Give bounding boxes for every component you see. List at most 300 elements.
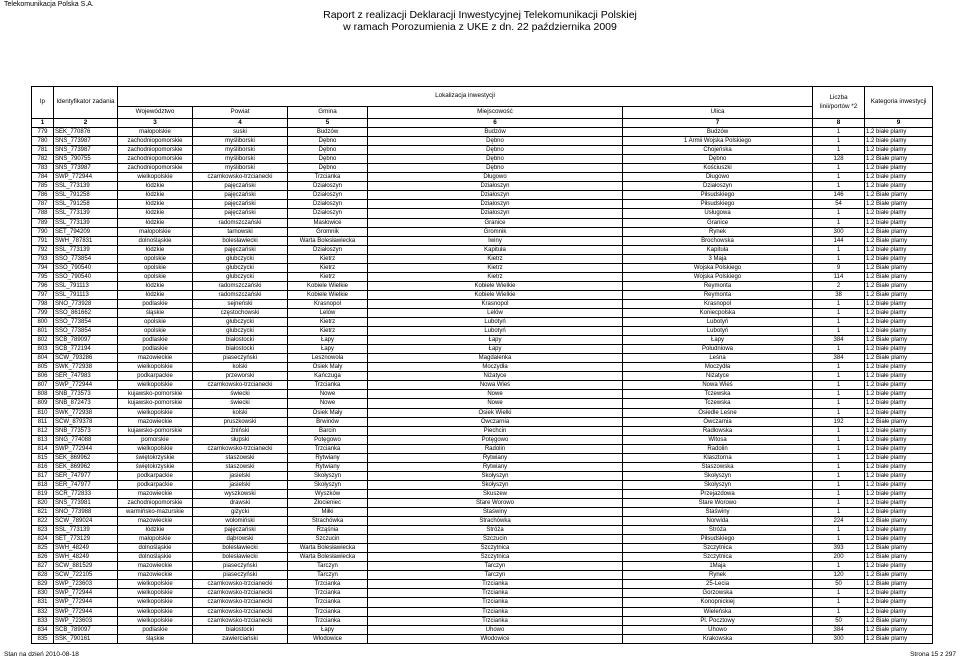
cell-gmina: Rytwiany	[288, 462, 368, 471]
cell-lp: 831	[32, 598, 54, 607]
cell-id: SSL_791113	[54, 290, 118, 299]
table-row	[32, 607, 933, 616]
cell-id: SET_773129	[54, 535, 118, 544]
table-row	[32, 372, 933, 381]
cell-miejscowosc: Stróża	[368, 526, 623, 535]
cell-liczba: 1	[813, 562, 865, 571]
cell-lp: 788	[32, 209, 54, 218]
cell-gmina: Rząśnia	[288, 526, 368, 535]
table-row	[32, 535, 933, 544]
cell-miejscowosc: Szczucin	[368, 535, 623, 544]
cell-miejscowosc: Nowe	[368, 390, 623, 399]
cell-gmina: Kobiele Wielkie	[288, 290, 368, 299]
cell-powiat: piaseczyński	[193, 562, 288, 571]
cell-ulica: Tczewska	[623, 390, 813, 399]
cell-ulica: Kościuszki	[623, 164, 813, 173]
table-row	[32, 508, 933, 517]
cell-id: SWH_48249	[54, 544, 118, 553]
cell-miejscowosc: Moczydła	[368, 363, 623, 372]
cell-ulica: Stare Worowo	[623, 498, 813, 507]
cell-id: SEK_770876	[54, 128, 118, 137]
table-row	[32, 489, 933, 498]
cell-lp: 782	[32, 155, 54, 164]
cell-wojewodztwo: śląskie	[118, 634, 193, 643]
cell-powiat: białostocki	[193, 336, 288, 345]
cell-liczba: 1	[813, 435, 865, 444]
cell-ulica: 1 Armii Wojska Polskiego	[623, 137, 813, 146]
cell-ulica: 3 Maja	[623, 254, 813, 263]
cell-liczba: 1	[813, 182, 865, 191]
cell-miejscowosc: Iwiny	[368, 236, 623, 245]
table-row	[32, 218, 933, 227]
cell-ulica: Stróża	[623, 526, 813, 535]
cell-liczba: 1	[813, 345, 865, 354]
cell-ulica: Skołyszyn	[623, 480, 813, 489]
cell-powiat: radomszczański	[193, 290, 288, 299]
cell-wojewodztwo: podkarpackie	[118, 471, 193, 480]
cell-gmina: Nowe	[288, 390, 368, 399]
cell-ulica: Klasztorna	[623, 453, 813, 462]
header-miejscowosc: Miejscowość	[368, 107, 623, 119]
cell-id: SSO_773854	[54, 327, 118, 336]
cell-powiat: radomszczański	[193, 218, 288, 227]
cell-id: SCW_789024	[54, 517, 118, 526]
table-row	[32, 399, 933, 408]
cell-gmina: Barcin	[288, 426, 368, 435]
cell-lp: 784	[32, 173, 54, 182]
cell-id: SWP_772944	[54, 598, 118, 607]
cell-lp: 822	[32, 517, 54, 526]
cell-kategoria: 1.2 białe plamy	[865, 173, 933, 182]
cell-id: SSK_790161	[54, 634, 118, 643]
col-number: 5	[288, 119, 368, 128]
header-lp: lp	[32, 87, 54, 119]
cell-miejscowosc: Działoszyn	[368, 209, 623, 218]
table-row	[32, 444, 933, 453]
cell-wojewodztwo: wielkopolskie	[118, 444, 193, 453]
cell-wojewodztwo: warmińsko-mazurskie	[118, 508, 193, 517]
cell-id: SWP_772944	[54, 607, 118, 616]
table-row	[32, 453, 933, 462]
cell-liczba: 1	[813, 589, 865, 598]
cell-id: SCR_772833	[54, 489, 118, 498]
cell-wojewodztwo: mazowieckie	[118, 562, 193, 571]
cell-gmina: Kietrz	[288, 272, 368, 281]
table-row	[32, 363, 933, 372]
cell-gmina: Gromnik	[288, 227, 368, 236]
cell-gmina: Lelów	[288, 308, 368, 317]
col-number: 2	[54, 119, 118, 128]
cell-ulica: Pl. Pocztowy	[623, 616, 813, 625]
cell-wojewodztwo: wielkopolskie	[118, 598, 193, 607]
cell-id: SEK_869962	[54, 453, 118, 462]
cell-gmina: Nowe	[288, 399, 368, 408]
cell-kategoria: 1.2 Białe plamy	[865, 354, 933, 363]
header-powiat: Powiat	[193, 107, 288, 119]
cell-wojewodztwo: kujawsko-pomorskie	[118, 390, 193, 399]
cell-kategoria: 1.2 białe plamy	[865, 426, 933, 435]
cell-lp: 830	[32, 589, 54, 598]
cell-miejscowosc: Piechcin	[368, 426, 623, 435]
cell-powiat: głubczycki	[193, 254, 288, 263]
cell-id: SNS_790755	[54, 155, 118, 164]
cell-id: SSL_773139	[54, 218, 118, 227]
cell-wojewodztwo: małopolskie	[118, 128, 193, 137]
cell-ulica: Krakowska	[623, 634, 813, 643]
cell-liczba: 1	[813, 607, 865, 616]
table-row	[32, 272, 933, 281]
cell-kategoria: 1.2 białe plamy	[865, 598, 933, 607]
cell-kategoria: 1.2 białe plamy	[865, 508, 933, 517]
cell-powiat: czarnkowsko-trzcianecki	[193, 173, 288, 182]
cell-kategoria: 1.2 Białe plamy	[865, 263, 933, 272]
table-row	[32, 299, 933, 308]
cell-miejscowosc: Rytwiany	[368, 453, 623, 462]
cell-ulica: Gorzowska	[623, 589, 813, 598]
cell-kategoria: 1.2 białe plamy	[865, 535, 933, 544]
cell-powiat: białostocki	[193, 625, 288, 634]
cell-miejscowosc: Owczarnia	[368, 417, 623, 426]
cell-miejscowosc: Włodowice	[368, 634, 623, 643]
table-row	[32, 263, 933, 272]
cell-liczba: 1	[813, 399, 865, 408]
cell-ulica: Łapy	[623, 336, 813, 345]
cell-id: SWP_723603	[54, 616, 118, 625]
cell-gmina: Złocieniec	[288, 498, 368, 507]
cell-lp: 795	[32, 272, 54, 281]
cell-kategoria: 1.2 Białe plamy	[865, 191, 933, 200]
cell-gmina: Osiek Mały	[288, 408, 368, 417]
cell-lp: 816	[32, 462, 54, 471]
cell-powiat: czarnkowsko-trzcianecki	[193, 598, 288, 607]
cell-ulica: Leśna	[623, 354, 813, 363]
cell-miejscowosc: Nowa Wieś	[368, 381, 623, 390]
cell-powiat: pajęczański	[193, 245, 288, 254]
cell-powiat: zawierciański	[193, 634, 288, 643]
cell-kategoria: 1.2 Białe plamy	[865, 281, 933, 290]
cell-wojewodztwo: dolnośląskie	[118, 544, 193, 553]
cell-kategoria: 1.2 białe plamy	[865, 471, 933, 480]
cell-kategoria: 1.2 białe plamy	[865, 435, 933, 444]
cell-kategoria: 1.2 Białe plamy	[865, 517, 933, 526]
cell-gmina: Kietrz	[288, 318, 368, 327]
cell-ulica: Chojeńska	[623, 146, 813, 155]
cell-liczba: 1	[813, 318, 865, 327]
table-row	[32, 426, 933, 435]
cell-liczba: 393	[813, 544, 865, 553]
cell-lp: 802	[32, 336, 54, 345]
table-row	[32, 281, 933, 290]
cell-id: SWP_772944	[54, 381, 118, 390]
cell-kategoria: 1.2 Białe plamy	[865, 417, 933, 426]
cell-miejscowosc: Rytwiany	[368, 462, 623, 471]
col-number: 6	[368, 119, 623, 128]
cell-kategoria: 1.2 białe plamy	[865, 137, 933, 146]
cell-miejscowosc: Skołyszyn	[368, 480, 623, 489]
cell-miejscowosc: Łapy	[368, 336, 623, 345]
table-row	[32, 336, 933, 345]
cell-wojewodztwo: mazowieckie	[118, 417, 193, 426]
cell-miejscowosc: Działoszyn	[368, 191, 623, 200]
cell-gmina: Trzcianka	[288, 173, 368, 182]
cell-ulica: Dębno	[623, 155, 813, 164]
cell-liczba: 1	[813, 327, 865, 336]
cell-gmina: Masłowice	[288, 218, 368, 227]
header-wojewodztwo: Województwo	[118, 107, 193, 119]
cell-wojewodztwo: kujawsko-pomorskie	[118, 399, 193, 408]
cell-lp: 827	[32, 562, 54, 571]
cell-lp: 835	[32, 634, 54, 643]
cell-miejscowosc: Dębno	[368, 137, 623, 146]
cell-liczba: 120	[813, 571, 865, 580]
cell-wojewodztwo: podlaskie	[118, 299, 193, 308]
cell-lp: 815	[32, 453, 54, 462]
cell-liczba: 1	[813, 444, 865, 453]
cell-gmina: Strachówka	[288, 517, 368, 526]
cell-id: SNG_774088	[54, 435, 118, 444]
cell-miejscowosc: Tarczyn	[368, 562, 623, 571]
cell-gmina: Warta Bolesławiecka	[288, 553, 368, 562]
cell-miejscowosc: Lelów	[368, 308, 623, 317]
table-row	[32, 236, 933, 245]
cell-miejscowosc: Dębno	[368, 146, 623, 155]
cell-id: SWP_772944	[54, 589, 118, 598]
cell-lp: 780	[32, 137, 54, 146]
cell-wojewodztwo: podkarpackie	[118, 372, 193, 381]
cell-lp: 781	[32, 146, 54, 155]
cell-id: SNB_773573	[54, 390, 118, 399]
cell-lp: 798	[32, 299, 54, 308]
cell-ulica: 25-Lecia	[623, 580, 813, 589]
cell-gmina: Osiek Mały	[288, 363, 368, 372]
cell-liczba: 1	[813, 308, 865, 317]
cell-ulica: Tczewska	[623, 399, 813, 408]
cell-ulica: Rynek	[623, 571, 813, 580]
cell-id: SWH_787831	[54, 236, 118, 245]
table-row	[32, 408, 933, 417]
cell-lp: 792	[32, 245, 54, 254]
cell-wojewodztwo: łódzkie	[118, 281, 193, 290]
cell-lp: 828	[32, 571, 54, 580]
cell-wojewodztwo: łódzkie	[118, 290, 193, 299]
cell-id: SWK_772938	[54, 408, 118, 417]
cell-ulica: Radolin	[623, 444, 813, 453]
cell-wojewodztwo: opolskie	[118, 272, 193, 281]
cell-kategoria: 1.2 białe plamy	[865, 164, 933, 173]
cell-wojewodztwo: wielkopolskie	[118, 173, 193, 182]
cell-id: SET_794209	[54, 227, 118, 236]
cell-powiat: żniński	[193, 426, 288, 435]
cell-kategoria: 1.2 białe plamy	[865, 453, 933, 462]
cell-gmina: Działoszyn	[288, 200, 368, 209]
table-row	[32, 625, 933, 634]
cell-miejscowosc: Skołyszyn	[368, 471, 623, 480]
cell-ulica: Osiedle Leśne	[623, 408, 813, 417]
cell-gmina: Kietrz	[288, 327, 368, 336]
cell-powiat: pruszkowski	[193, 417, 288, 426]
cell-lp: 814	[32, 444, 54, 453]
cell-miejscowosc: Niżatyce	[368, 372, 623, 381]
cell-kategoria: 1.2 białe plamy	[865, 399, 933, 408]
cell-powiat: słupski	[193, 435, 288, 444]
cell-lp: 800	[32, 318, 54, 327]
cell-gmina: Warta Bolesławiecka	[288, 236, 368, 245]
cell-id: SSO_773854	[54, 318, 118, 327]
cell-kategoria: 1.2 białe plamy	[865, 390, 933, 399]
cell-liczba: 200	[813, 553, 865, 562]
table-row	[32, 254, 933, 263]
cell-powiat: przeworski	[193, 372, 288, 381]
cell-lp: 799	[32, 308, 54, 317]
cell-id: SSL_773139	[54, 209, 118, 218]
cell-liczba: 192	[813, 417, 865, 426]
cell-kategoria: 1.2 Białe plamy	[865, 580, 933, 589]
table-row	[32, 634, 933, 643]
cell-liczba: 128	[813, 155, 865, 164]
cell-id: SSO_790540	[54, 263, 118, 272]
cell-gmina: Krasnopol	[288, 299, 368, 308]
cell-powiat: bolesławiecki	[193, 553, 288, 562]
cell-powiat: sejneński	[193, 299, 288, 308]
cell-powiat: pajęczański	[193, 526, 288, 535]
cell-wojewodztwo: podkarpackie	[118, 480, 193, 489]
cell-lp: 779	[32, 128, 54, 137]
cell-gmina: Kietrz	[288, 263, 368, 272]
table-row	[32, 354, 933, 363]
cell-wojewodztwo: śląskie	[118, 308, 193, 317]
cell-gmina: Dębno	[288, 155, 368, 164]
table-row	[32, 462, 933, 471]
report-title	[0, 9, 960, 33]
cell-lp: 811	[32, 417, 54, 426]
cell-liczba: 9	[813, 263, 865, 272]
cell-gmina: Tarczyn	[288, 571, 368, 580]
cell-powiat: wyszkowski	[193, 489, 288, 498]
cell-liczba: 1	[813, 218, 865, 227]
cell-powiat: bolesławiecki	[193, 236, 288, 245]
cell-wojewodztwo: wielkopolskie	[118, 408, 193, 417]
cell-kategoria: 1.2 białe plamy	[865, 607, 933, 616]
cell-gmina: Tarczyn	[288, 562, 368, 571]
cell-liczba: 50	[813, 580, 865, 589]
table-row	[32, 390, 933, 399]
cell-gmina: Lesznowola	[288, 354, 368, 363]
cell-kategoria: 1.2 białe plamy	[865, 589, 933, 598]
footer-date: Stan na dzień 2010-08-18	[4, 651, 79, 658]
cell-miejscowosc: Trzcianka	[368, 580, 623, 589]
cell-wojewodztwo: opolskie	[118, 318, 193, 327]
cell-lp: 796	[32, 281, 54, 290]
cell-miejscowosc: Stare Worowo	[368, 498, 623, 507]
cell-id: SSL_791258	[54, 191, 118, 200]
cell-powiat: pajęczański	[193, 209, 288, 218]
cell-id: SWK_772938	[54, 363, 118, 372]
cell-miejscowosc: Dębno	[368, 155, 623, 164]
cell-powiat: kolski	[193, 363, 288, 372]
cell-lp: 834	[32, 625, 54, 634]
cell-wojewodztwo: zachodniopomorskie	[118, 164, 193, 173]
cell-liczba: 1	[813, 489, 865, 498]
cell-ulica: Wojska Polskiego	[623, 263, 813, 272]
table-row	[32, 345, 933, 354]
cell-liczba: 1	[813, 146, 865, 155]
cell-id: SSL_791258	[54, 200, 118, 209]
cell-powiat: radomszczański	[193, 281, 288, 290]
cell-lp: 783	[32, 164, 54, 173]
cell-wojewodztwo: podlaskie	[118, 336, 193, 345]
table-row	[32, 327, 933, 336]
table-row	[32, 517, 933, 526]
cell-powiat: dąbrowski	[193, 535, 288, 544]
cell-ulica: Moczydła	[623, 363, 813, 372]
cell-wojewodztwo: wielkopolskie	[118, 381, 193, 390]
cell-gmina: Działoszyn	[288, 245, 368, 254]
cell-liczba: 1	[813, 390, 865, 399]
cell-lp: 813	[32, 435, 54, 444]
cell-miejscowosc: Tarczyn	[368, 571, 623, 580]
cell-id: SEK_869962	[54, 462, 118, 471]
cell-powiat: myśliborski	[193, 146, 288, 155]
table-row	[32, 209, 933, 218]
cell-miejscowosc: Osiek Wielki	[368, 408, 623, 417]
cell-kategoria: 1.2 białe plamy	[865, 489, 933, 498]
cell-miejscowosc: Działoszyn	[368, 200, 623, 209]
cell-miejscowosc: Trzcianka	[368, 607, 623, 616]
cell-lp: 808	[32, 390, 54, 399]
cell-miejscowosc: Krasnopol	[368, 299, 623, 308]
cell-ulica: Rynek	[623, 227, 813, 236]
cell-lp: 787	[32, 200, 54, 209]
cell-liczba: 384	[813, 354, 865, 363]
cell-gmina: Brwinów	[288, 417, 368, 426]
cell-kategoria: 1.2 białe plamy	[865, 209, 933, 218]
col-number: 4	[193, 119, 288, 128]
cell-gmina: Działoszyn	[288, 209, 368, 218]
cell-kategoria: 1.2 białe plamy	[865, 408, 933, 417]
cell-liczba: 1	[813, 453, 865, 462]
table-row	[32, 562, 933, 571]
cell-ulica: Nowa Wieś	[623, 381, 813, 390]
table-row	[32, 290, 933, 299]
cell-gmina: Potęgowo	[288, 435, 368, 444]
cell-lp: 820	[32, 498, 54, 507]
cell-gmina: Trzcianka	[288, 607, 368, 616]
cell-gmina: Skołyszyn	[288, 471, 368, 480]
cell-id: SSL_773139	[54, 182, 118, 191]
table-row	[32, 580, 933, 589]
cell-id: SNS_773987	[54, 164, 118, 173]
cell-gmina: Kietrz	[288, 254, 368, 263]
table-row	[32, 191, 933, 200]
cell-powiat: czarnkowsko-trzcianecki	[193, 589, 288, 598]
cell-liczba: 1	[813, 164, 865, 173]
cell-kategoria: 1.2 białe plamy	[865, 480, 933, 489]
cell-lp: 804	[32, 354, 54, 363]
cell-kategoria: 1.2 Białe plamy	[865, 571, 933, 580]
cell-lp: 797	[32, 290, 54, 299]
cell-ulica: Piłsudskiego	[623, 200, 813, 209]
cell-kategoria: 1.2 Białe plamy	[865, 227, 933, 236]
table-row	[32, 435, 933, 444]
cell-lp: 826	[32, 553, 54, 562]
col-number: 7	[623, 119, 813, 128]
cell-powiat: pajęczański	[193, 200, 288, 209]
cell-lp: 791	[32, 236, 54, 245]
cell-lp: 833	[32, 616, 54, 625]
col-number: 9	[865, 119, 933, 128]
cell-ulica: Piłsudskiego	[623, 535, 813, 544]
cell-liczba: 1	[813, 508, 865, 517]
